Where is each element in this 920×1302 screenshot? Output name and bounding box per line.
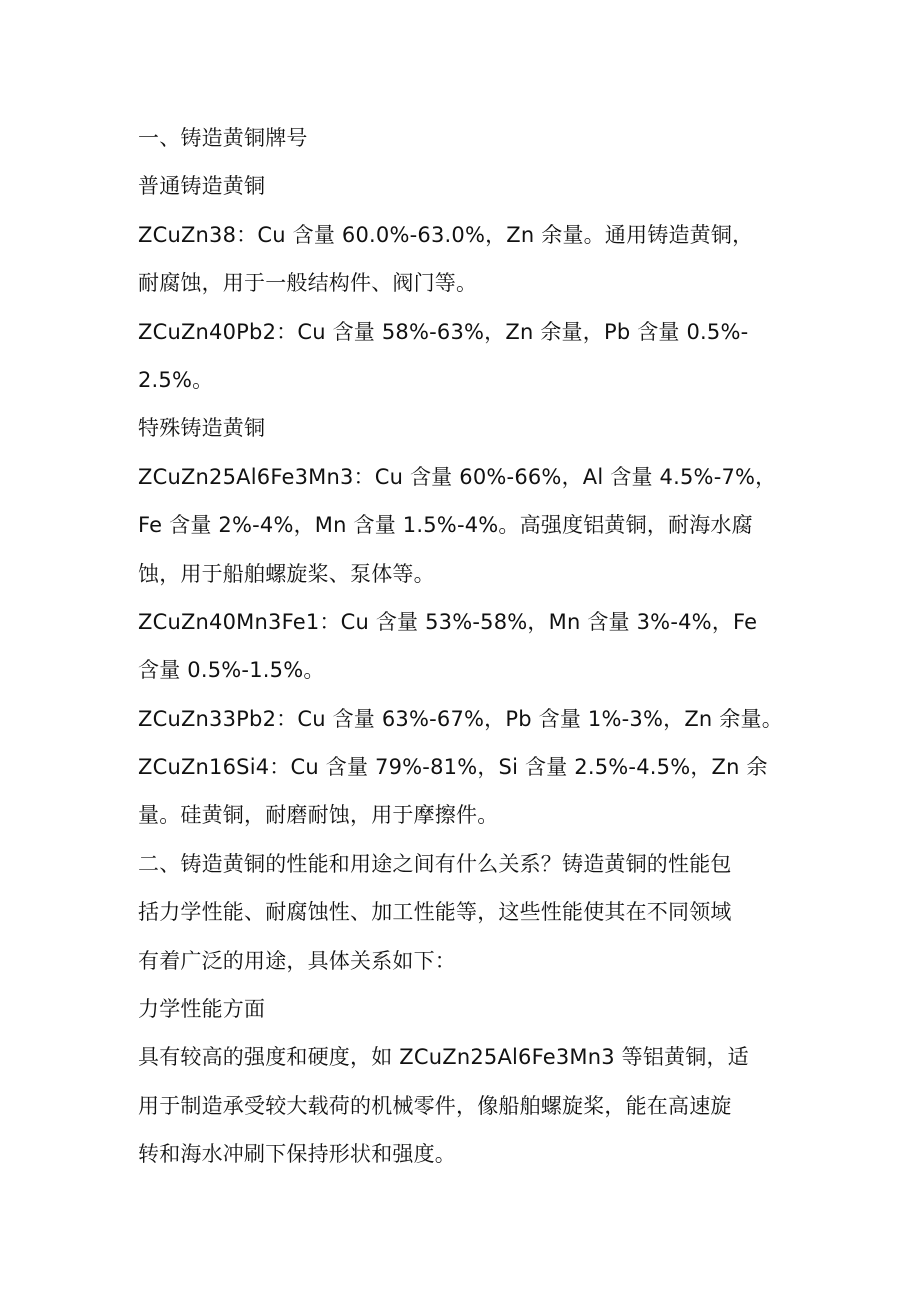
text-line: ZCuZn33Pb2：Cu 含量 63%-67%，Pb 含量 1%-3%，Zn 余量。 bbox=[138, 706, 783, 731]
text-line: ZCuZn25Al6Fe3Mn3：Cu 含量 60%-66%，Al 含量 4.5%-7%， bbox=[138, 464, 777, 489]
text-line: ZCuZn16Si4：Cu 含量 79%-81%，Si 含量 2.5%-4.5%，Zn 余 bbox=[138, 755, 768, 780]
text-line: 含量 0.5%-1.5%。 bbox=[138, 658, 325, 683]
text-line: 耐腐蚀，用于一般结构件、阀门等。 bbox=[138, 271, 478, 296]
text-line: 蚀，用于船舶螺旋桨、泵体等。 bbox=[138, 561, 435, 586]
text-line: Fe 含量 2%-4%，Mn 含量 1.5%-4%。高强度铝黄铜，耐海水腐 bbox=[138, 513, 753, 538]
text-line: 2.5%。 bbox=[138, 367, 214, 392]
subheading-ordinary-brass: 普通铸造黄铜 bbox=[138, 174, 266, 199]
subheading-mechanical-properties: 力学性能方面 bbox=[138, 997, 266, 1022]
text-line: ZCuZn38：Cu 含量 60.0%-63.0%，Zn 余量。通用铸造黄铜， bbox=[138, 222, 754, 247]
text-line: ZCuZn40Mn3Fe1：Cu 含量 53%-58%，Mn 含量 3%-4%，Fe bbox=[138, 609, 758, 634]
text-line: 量。硅黄铜，耐磨耐蚀，用于摩擦件。 bbox=[138, 803, 499, 828]
text-line: 括力学性能、耐腐蚀性、加工性能等，这些性能使其在不同领域 bbox=[138, 900, 732, 925]
text-line: 有着广泛的用途，具体关系如下： bbox=[138, 948, 456, 973]
subheading-special-brass: 特殊铸造黄铜 bbox=[138, 416, 266, 441]
text-line: ZCuZn40Pb2：Cu 含量 58%-63%，Zn 余量，Pb 含量 0.5%- bbox=[138, 319, 749, 344]
section-heading-1: 一、铸造黄铜牌号 bbox=[138, 126, 308, 150]
section-heading-2: 二、铸造黄铜的性能和用途之间有什么关系？铸造黄铜的性能包 bbox=[138, 851, 732, 876]
document-body bbox=[138, 114, 788, 1179]
text-line: 具有较高的强度和硬度，如 ZCuZn25Al6Fe3Mn3 等铝黄铜，适 bbox=[138, 1045, 749, 1070]
text-line: 用于制造承受较大载荷的机械零件，像船舶螺旋桨，能在高速旋 bbox=[138, 1093, 732, 1118]
text-line: 转和海水冲刷下保持形状和强度。 bbox=[138, 1142, 456, 1167]
